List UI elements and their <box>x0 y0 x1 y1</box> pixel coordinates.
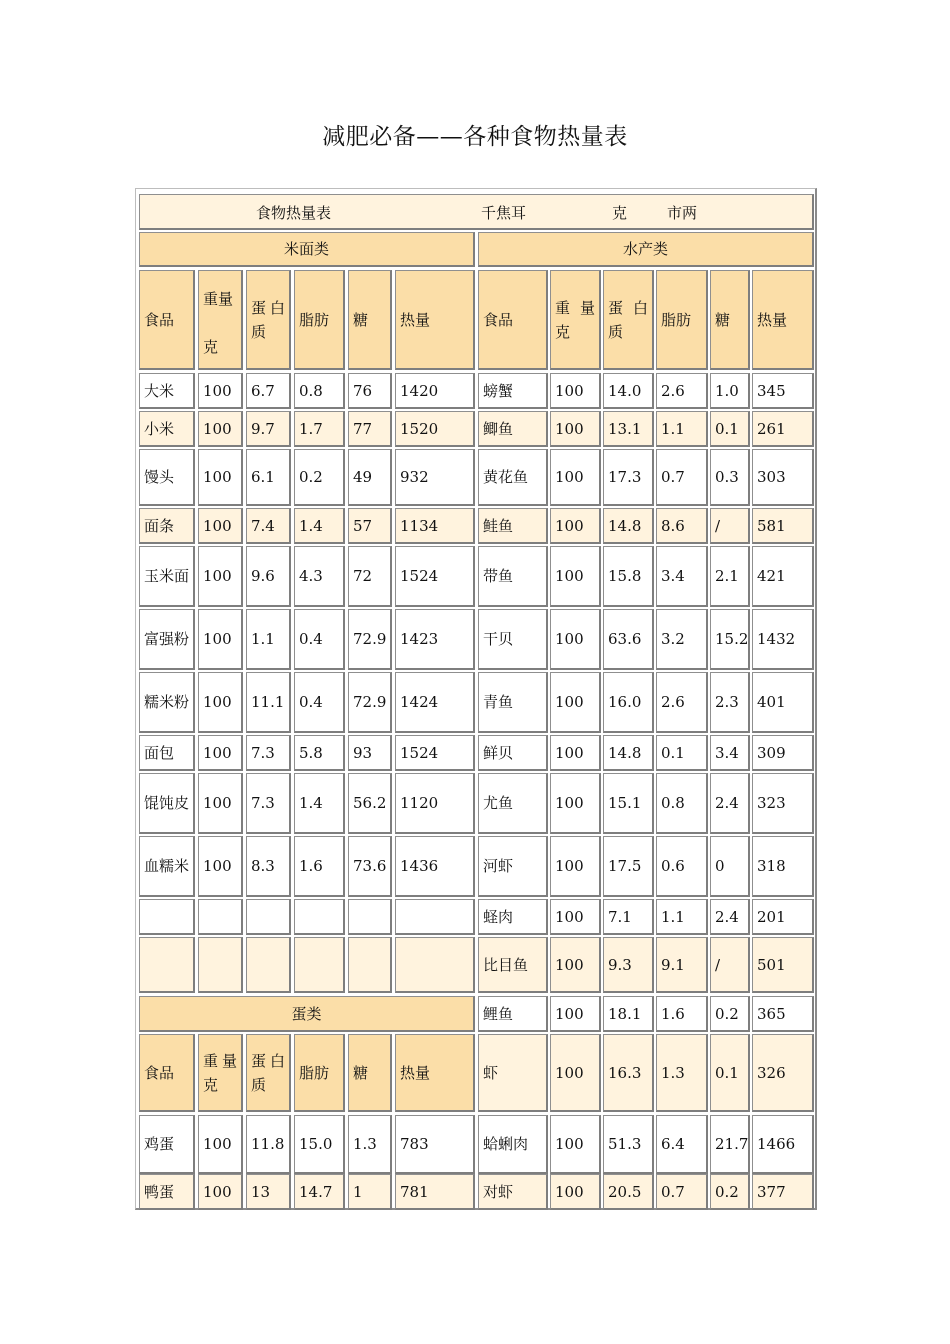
grains-fat-cell: 1.7 <box>294 411 345 447</box>
empty-cell <box>395 899 475 935</box>
seafood-protein-cell: 18.1 <box>603 996 654 1032</box>
egg-calories-cell: 781 <box>395 1174 475 1210</box>
grains-fat-cell: 5.8 <box>294 735 345 771</box>
seafood-fat-cell: 9.1 <box>656 937 708 993</box>
grains-weight-cell: 100 <box>198 546 243 607</box>
grains-fat-cell: 0.4 <box>294 609 345 670</box>
grains-weight-cell: 100 <box>198 672 243 733</box>
grains-calories-cell: 1424 <box>395 672 475 733</box>
grains-weight-cell: 100 <box>198 836 243 897</box>
seafood-fat-cell: 1.6 <box>656 996 708 1032</box>
seafood-weight-cell: 100 <box>550 449 601 506</box>
seafood-weight-cell: 100 <box>550 1115 601 1174</box>
seafood-calories-cell: 401 <box>752 672 814 733</box>
seafood-protein-cell: 15.1 <box>603 773 654 834</box>
grains-calories-cell: 1436 <box>395 836 475 897</box>
grains-protein-cell: 1.1 <box>246 609 291 670</box>
grains-protein-cell: 7.4 <box>246 508 291 544</box>
seafood-food-cell: 尤鱼 <box>478 773 548 834</box>
grains-protein-cell: 6.1 <box>246 449 291 506</box>
seafood-weight-cell: 100 <box>550 735 601 771</box>
empty-cell <box>348 899 392 935</box>
seafood-sugar-cell: 1.0 <box>710 373 750 409</box>
seafood-protein-cell: 14.8 <box>603 735 654 771</box>
seafood-weight-cell: 100 <box>550 609 601 670</box>
seafood-weight-cell: 100 <box>550 836 601 897</box>
grains-weight-cell: 100 <box>198 773 243 834</box>
seafood-sugar-cell: / <box>710 937 750 993</box>
grains-protein-cell: 8.3 <box>246 836 291 897</box>
empty-cell <box>294 899 345 935</box>
seafood-sugar-cell: 2.3 <box>710 672 750 733</box>
col-calories: 热量 <box>752 270 814 370</box>
grains-fat-cell: 0.2 <box>294 449 345 506</box>
col-sugar: 糖 <box>348 1034 392 1112</box>
seafood-food-cell: 河虾 <box>478 836 548 897</box>
seafood-food-cell: 鲑鱼 <box>478 508 548 544</box>
egg-fat-cell: 15.0 <box>294 1115 345 1174</box>
seafood-calories-cell: 345 <box>752 373 814 409</box>
seafood-fat-cell: 0.6 <box>656 836 708 897</box>
seafood-calories-cell: 421 <box>752 546 814 607</box>
col-protein: 蛋白质 <box>603 270 654 370</box>
grains-weight-cell: 100 <box>198 609 243 670</box>
seafood-food-cell: 干贝 <box>478 609 548 670</box>
seafood-protein-cell: 15.8 <box>603 546 654 607</box>
seafood-sugar-cell: 2.4 <box>710 899 750 935</box>
seafood-weight-cell: 100 <box>550 672 601 733</box>
seafood-weight-cell: 100 <box>550 899 601 935</box>
grains-calories-cell: 932 <box>395 449 475 506</box>
col-fat: 脂肪 <box>294 1034 345 1112</box>
seafood-food-cell: 蛤蜊肉 <box>478 1115 548 1174</box>
col-weight: 重量克 <box>550 270 601 370</box>
seafood-weight-cell: 100 <box>550 773 601 834</box>
table-name: 食物热量表 <box>256 204 332 222</box>
seafood-fat-cell: 1.3 <box>656 1034 708 1112</box>
grains-calories-cell: 1524 <box>395 546 475 607</box>
grains-sugar-cell: 93 <box>348 735 392 771</box>
grains-calories-cell: 1134 <box>395 508 475 544</box>
grains-fat-cell: 1.4 <box>294 508 345 544</box>
seafood-sugar-cell: 2.1 <box>710 546 750 607</box>
seafood-calories-cell: 323 <box>752 773 814 834</box>
seafood-weight-cell: 100 <box>550 937 601 993</box>
grains-food-cell: 馒头 <box>139 449 195 506</box>
grains-calories-cell: 1120 <box>395 773 475 834</box>
egg-protein-cell: 11.8 <box>246 1115 291 1174</box>
section-eggs: 蛋类 <box>139 996 475 1032</box>
empty-cell <box>294 937 345 993</box>
seafood-fat-cell: 3.2 <box>656 609 708 670</box>
grains-fat-cell: 4.3 <box>294 546 345 607</box>
grains-weight-cell: 100 <box>198 373 243 409</box>
col-fat: 脂肪 <box>294 270 345 370</box>
seafood-protein-cell: 20.5 <box>603 1174 654 1210</box>
grains-protein-cell: 9.6 <box>246 546 291 607</box>
seafood-food-cell: 鲜贝 <box>478 735 548 771</box>
seafood-sugar-cell: 0.3 <box>710 449 750 506</box>
seafood-sugar-cell: 0.1 <box>710 1034 750 1112</box>
seafood-protein-cell: 51.3 <box>603 1115 654 1174</box>
grains-food-cell: 玉米面 <box>139 546 195 607</box>
seafood-calories-cell: 1466 <box>752 1115 814 1174</box>
grains-food-cell: 小米 <box>139 411 195 447</box>
grains-sugar-cell: 72.9 <box>348 609 392 670</box>
grains-sugar-cell: 76 <box>348 373 392 409</box>
egg-weight-cell: 100 <box>198 1174 243 1210</box>
col-sugar: 糖 <box>348 270 392 370</box>
grains-food-cell: 馄饨皮 <box>139 773 195 834</box>
seafood-calories-cell: 318 <box>752 836 814 897</box>
grains-weight-cell: 100 <box>198 508 243 544</box>
empty-cell <box>139 937 195 993</box>
seafood-weight-cell: 100 <box>550 546 601 607</box>
seafood-protein-cell: 63.6 <box>603 609 654 670</box>
seafood-calories-cell: 377 <box>752 1174 814 1210</box>
seafood-fat-cell: 1.1 <box>656 899 708 935</box>
grains-fat-cell: 1.4 <box>294 773 345 834</box>
seafood-weight-cell: 100 <box>550 1174 601 1210</box>
section-seafood: 水产类 <box>478 232 814 267</box>
empty-cell <box>395 937 475 993</box>
seafood-sugar-cell: / <box>710 508 750 544</box>
seafood-calories-cell: 201 <box>752 899 814 935</box>
seafood-protein-cell: 16.0 <box>603 672 654 733</box>
seafood-protein-cell: 16.3 <box>603 1034 654 1112</box>
grains-calories-cell: 1520 <box>395 411 475 447</box>
seafood-fat-cell: 0.7 <box>656 449 708 506</box>
seafood-calories-cell: 326 <box>752 1034 814 1112</box>
egg-fat-cell: 14.7 <box>294 1174 345 1210</box>
grains-protein-cell: 6.7 <box>246 373 291 409</box>
grains-food-cell: 大米 <box>139 373 195 409</box>
seafood-protein-cell: 13.1 <box>603 411 654 447</box>
seafood-protein-cell: 17.3 <box>603 449 654 506</box>
seafood-weight-cell: 100 <box>550 411 601 447</box>
seafood-sugar-cell: 0.1 <box>710 411 750 447</box>
grains-sugar-cell: 72.9 <box>348 672 392 733</box>
seafood-sugar-cell: 15.2 <box>710 609 750 670</box>
col-fat: 脂肪 <box>656 270 708 370</box>
grains-calories-cell: 1420 <box>395 373 475 409</box>
grains-calories-cell: 1423 <box>395 609 475 670</box>
seafood-sugar-cell: 0.2 <box>710 1174 750 1210</box>
seafood-weight-cell: 100 <box>550 508 601 544</box>
seafood-fat-cell: 8.6 <box>656 508 708 544</box>
seafood-protein-cell: 9.3 <box>603 937 654 993</box>
egg-food-cell: 鸭蛋 <box>139 1174 195 1210</box>
seafood-food-cell: 螃蟹 <box>478 373 548 409</box>
grains-sugar-cell: 56.2 <box>348 773 392 834</box>
unit-gram: 克 <box>612 204 628 222</box>
seafood-calories-cell: 581 <box>752 508 814 544</box>
seafood-fat-cell: 2.6 <box>656 672 708 733</box>
seafood-sugar-cell: 21.7 <box>710 1115 750 1174</box>
grains-sugar-cell: 72 <box>348 546 392 607</box>
grains-food-cell: 血糯米 <box>139 836 195 897</box>
col-calories: 热量 <box>395 1034 475 1112</box>
unit-kilojoule: 千焦耳 <box>481 204 527 222</box>
grains-food-cell: 糯米粉 <box>139 672 195 733</box>
grains-food-cell: 面条 <box>139 508 195 544</box>
grains-protein-cell: 7.3 <box>246 773 291 834</box>
grains-protein-cell: 11.1 <box>246 672 291 733</box>
table-header-row <box>139 194 814 230</box>
seafood-weight-cell: 100 <box>550 996 601 1032</box>
seafood-sugar-cell: 0 <box>710 836 750 897</box>
seafood-protein-cell: 7.1 <box>603 899 654 935</box>
empty-cell <box>246 937 291 993</box>
col-weight: 重量克 <box>198 1034 243 1112</box>
grains-sugar-cell: 73.6 <box>348 836 392 897</box>
seafood-food-cell: 鲫鱼 <box>478 411 548 447</box>
grains-food-cell: 面包 <box>139 735 195 771</box>
seafood-fat-cell: 2.6 <box>656 373 708 409</box>
seafood-calories-cell: 309 <box>752 735 814 771</box>
col-protein: 蛋白质 <box>246 1034 291 1112</box>
document-title: 减肥必备——各种食物热量表 <box>322 124 628 150</box>
seafood-calories-cell: 1432 <box>752 609 814 670</box>
egg-weight-cell: 100 <box>198 1115 243 1174</box>
seafood-sugar-cell: 2.4 <box>710 773 750 834</box>
seafood-fat-cell: 0.8 <box>656 773 708 834</box>
seafood-calories-cell: 365 <box>752 996 814 1032</box>
seafood-weight-cell: 100 <box>550 373 601 409</box>
egg-food-cell: 鸡蛋 <box>139 1115 195 1174</box>
grains-calories-cell: 1524 <box>395 735 475 771</box>
seafood-food-cell: 黄花鱼 <box>478 449 548 506</box>
seafood-food-cell: 带鱼 <box>478 546 548 607</box>
seafood-food-cell: 对虾 <box>478 1174 548 1210</box>
empty-cell <box>139 899 195 935</box>
col-sugar: 糖 <box>710 270 750 370</box>
seafood-fat-cell: 6.4 <box>656 1115 708 1174</box>
egg-sugar-cell: 1 <box>348 1174 392 1210</box>
seafood-calories-cell: 303 <box>752 449 814 506</box>
grains-sugar-cell: 77 <box>348 411 392 447</box>
empty-cell <box>348 937 392 993</box>
seafood-protein-cell: 17.5 <box>603 836 654 897</box>
grains-sugar-cell: 49 <box>348 449 392 506</box>
grains-fat-cell: 1.6 <box>294 836 345 897</box>
seafood-weight-cell: 100 <box>550 1034 601 1112</box>
seafood-fat-cell: 1.1 <box>656 411 708 447</box>
seafood-sugar-cell: 3.4 <box>710 735 750 771</box>
egg-protein-cell: 13 <box>246 1174 291 1210</box>
empty-cell <box>198 937 243 993</box>
seafood-food-cell: 虾 <box>478 1034 548 1112</box>
col-food: 食品 <box>139 1034 195 1112</box>
grains-protein-cell: 7.3 <box>246 735 291 771</box>
seafood-fat-cell: 0.1 <box>656 735 708 771</box>
seafood-calories-cell: 261 <box>752 411 814 447</box>
section-grains: 米面类 <box>139 232 475 267</box>
seafood-protein-cell: 14.0 <box>603 373 654 409</box>
grains-weight-cell: 100 <box>198 449 243 506</box>
seafood-food-cell: 青鱼 <box>478 672 548 733</box>
grains-food-cell: 富强粉 <box>139 609 195 670</box>
unit-liang: 市两 <box>667 204 698 222</box>
col-food: 食品 <box>139 270 195 370</box>
col-weight: 重量克 <box>198 270 243 370</box>
grains-weight-cell: 100 <box>198 735 243 771</box>
seafood-food-cell: 蛏肉 <box>478 899 548 935</box>
empty-cell <box>198 899 243 935</box>
seafood-calories-cell: 501 <box>752 937 814 993</box>
seafood-food-cell: 比目鱼 <box>478 937 548 993</box>
col-protein: 蛋白质 <box>246 270 291 370</box>
grains-weight-cell: 100 <box>198 411 243 447</box>
col-food: 食品 <box>478 270 548 370</box>
col-calories: 热量 <box>395 270 475 370</box>
empty-cell <box>246 899 291 935</box>
seafood-protein-cell: 14.8 <box>603 508 654 544</box>
seafood-food-cell: 鲤鱼 <box>478 996 548 1032</box>
seafood-fat-cell: 0.7 <box>656 1174 708 1210</box>
grains-sugar-cell: 57 <box>348 508 392 544</box>
egg-calories-cell: 783 <box>395 1115 475 1174</box>
grains-fat-cell: 0.8 <box>294 373 345 409</box>
seafood-fat-cell: 3.4 <box>656 546 708 607</box>
grains-fat-cell: 0.4 <box>294 672 345 733</box>
seafood-sugar-cell: 0.2 <box>710 996 750 1032</box>
grains-protein-cell: 9.7 <box>246 411 291 447</box>
egg-sugar-cell: 1.3 <box>348 1115 392 1174</box>
